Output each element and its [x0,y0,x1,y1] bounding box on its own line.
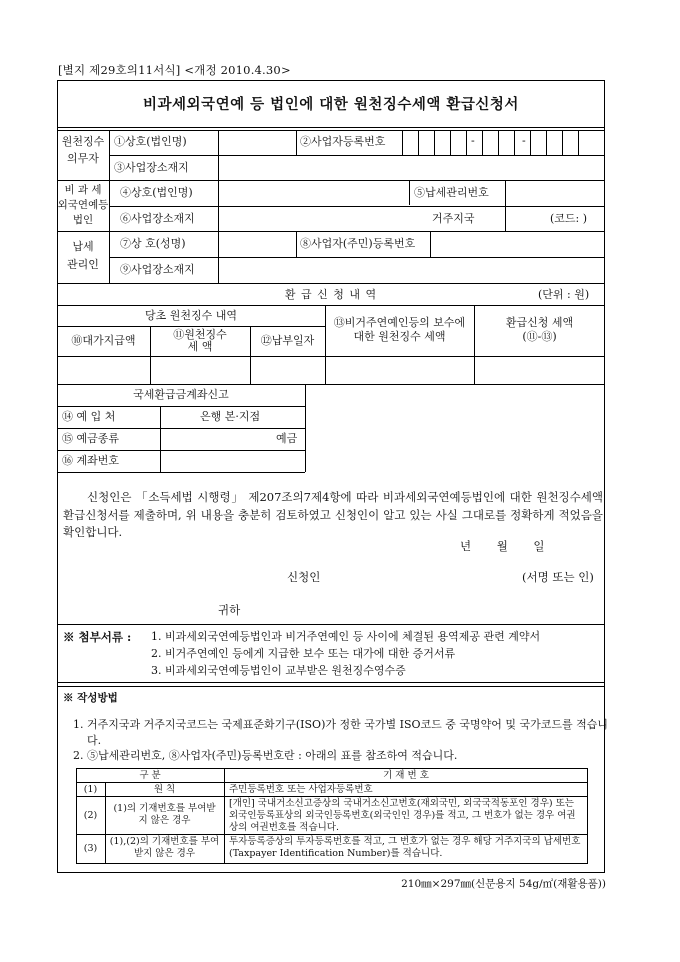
deposit-type-suffix: 예금 [276,432,298,445]
withholder-biz-no-label: ②사업자등록번호 [300,135,386,148]
deposit-type-label: ⑮ 예금종류 [62,432,120,445]
rule [57,305,605,306]
refund-heading: 환 급 신 청 내 역 [284,288,378,301]
account-number-label: ⑯ 계좌번호 [62,454,120,467]
entity-section-label: 법인 [72,214,94,226]
bank-label: ⑭ 예 입 처 [62,410,116,423]
withholder-address-label: ③사업장소재지 [114,161,189,174]
rule [57,686,605,687]
entity-country-code: (코드: ) [550,212,588,225]
table-row-label: (1)의 기재번호를 부여받지 않은 경우 [113,803,216,826]
entity-name-label: ④상호(법인명) [120,186,193,199]
declaration-date: 년 월 일 [460,539,545,553]
attachment-item: 1. 비과세외국연예등법인과 비거주연예인 등 사이에 체결된 용역제공 관련 계약서 [151,630,541,643]
rule [296,130,297,155]
col-refund-amount: 환급신청 세액 [505,316,574,329]
entity-section-label: 비 과 세 [64,184,102,196]
withholder-name-label: ①상호(법인명) [114,135,187,148]
rule [57,428,305,429]
instructions-heading: ※ 작성방법 [63,692,118,704]
manager-reg-no-label: ⑧사업자(주민)등록번호 [300,237,416,250]
col-withheld-tax: 세 액 [187,340,213,353]
table-row-label: 원 칙 [153,784,176,795]
table-row-label: (1),(2)의 기재번호를 부여받지 않은 경우 [109,836,220,859]
rule [402,130,403,155]
table-row-desc: [개인] 국내거소신고증상의 국내거소신고번호(재외국민, 외국국적동포인 경우) 또는 외국인등록표상의 외국인등록번호(외국인인 경우)를 적고, 그 번호가 없는 경우 여권상의 여권번호를 적습니다. [229,798,576,833]
attachment-item: 3. 비과세외국연예등법인이 교부받은 원천징수영수증 [151,664,406,677]
instruction-item: 1. 거주지국과 거주지국코드는 국제표준화기구(ISO)가 정한 국가별 ISO코드 중 국명약어 및 국가코드를 적습니다. [73,718,609,747]
instruction-item: 2. ⑤납세관리번호, ⑧사업자(주민)등록번호란 : 아래의 표를 참조하여 적습니다. [73,749,458,762]
table-row-desc: 투자등록증상의 투자등록번호를 적고, 그 번호가 없는 경우 해당 거주지국의 납세번호(Taxpayer Identification Number)를 적습니다. [229,836,581,859]
form-title: 비과세외국연예 등 법인에 대한 원천징수세액 환급신청서 [143,96,519,113]
col-refund-amount: (⑪-⑬) [522,330,557,343]
rule [57,682,605,683]
col-payment-date: ⑫납부일자 [260,334,315,347]
withholder-section-label: 의무자 [67,152,99,165]
col-nonresident-tax: ⑬비거주연예인등의 보수에 [333,316,466,329]
signature-label: (서명 또는 인) [522,570,594,584]
attachment-item: 2. 비거주연예인 등에게 지급한 보수 또는 대가에 대한 증거서류 [151,647,456,660]
account-heading: 국세환급금계좌신고 [133,388,229,401]
rule [57,450,305,451]
rule [296,231,297,257]
manager-section-label: 납세 [72,240,94,253]
bank-suffix: 은행 본·지점 [200,410,261,423]
declaration-text: 신청인은 「소득세법 시행령」 제207조의7제4항에 따라 비과세외국연예등법인에 대한 원천징수세액 환급신청서를 제출하며, 위 내용을 충분히 검토하였고 신청인이 알고 있는 사실 그대로를 정확하게 적었음을 확인합니다. [63,490,603,539]
rule [109,206,605,207]
rule [109,257,605,258]
entity-country-label: 거주지국 [432,212,475,225]
form-number-label: [별지 제29호의11서식] <개정 2010.4.30> [58,63,291,77]
rule [109,155,605,156]
refund-unit: (단위 : 원) [538,288,590,301]
table-row-desc: 주민등록번호 또는 사업자등록번호 [229,784,373,795]
rule [505,180,506,231]
rule [218,130,219,155]
rule [57,283,605,284]
attachments-label: ※ 첨부서류 : [63,630,132,644]
rule [109,130,110,283]
rule [57,127,605,128]
original-withholding-heading: 당초 원천징수 내역 [144,309,237,322]
table-header: 구 분 [139,770,161,781]
entity-section-label: 외국연예등 [57,199,109,211]
rule [57,356,605,357]
rule [57,472,305,473]
entity-tax-no-label: ⑤납세관리번호 [414,186,489,199]
table-row-no: (3) [83,843,98,854]
rule [218,231,219,283]
applicant-label: 신청인 [287,570,321,584]
addressee-label: 귀하 [218,603,241,617]
manager-address-label: ⑨사업장소재지 [120,263,195,276]
rule [57,130,605,131]
table-row-no: (2) [83,810,98,821]
withholder-section-label: 원천징수 [61,135,105,148]
rule [57,384,605,385]
manager-section-label: 관리인 [67,258,99,271]
paper-spec: 210㎜×297㎜(신문용지 54g/㎡(재활용품)) [401,878,606,890]
col-nonresident-tax: 대한 원천징수 세액 [353,330,446,343]
table-row-no: (1) [83,784,98,795]
rule [218,180,219,231]
manager-name-label: ⑦상 호(성명) [120,237,186,250]
rule [409,180,410,205]
col-withheld-tax: ⑪원천징수 [173,328,227,341]
col-payment-amount: ⑩대가지급액 [71,334,136,347]
entity-address-label: ⑥사업장소재지 [120,212,195,225]
rule [430,231,431,257]
rule [218,155,219,180]
rule [57,406,305,407]
rule [160,406,161,472]
table-header: 기 재 번 호 [383,770,429,781]
rule [305,384,306,472]
rule [57,326,325,327]
rule [57,180,605,181]
rule [57,624,605,625]
rule [57,231,605,232]
